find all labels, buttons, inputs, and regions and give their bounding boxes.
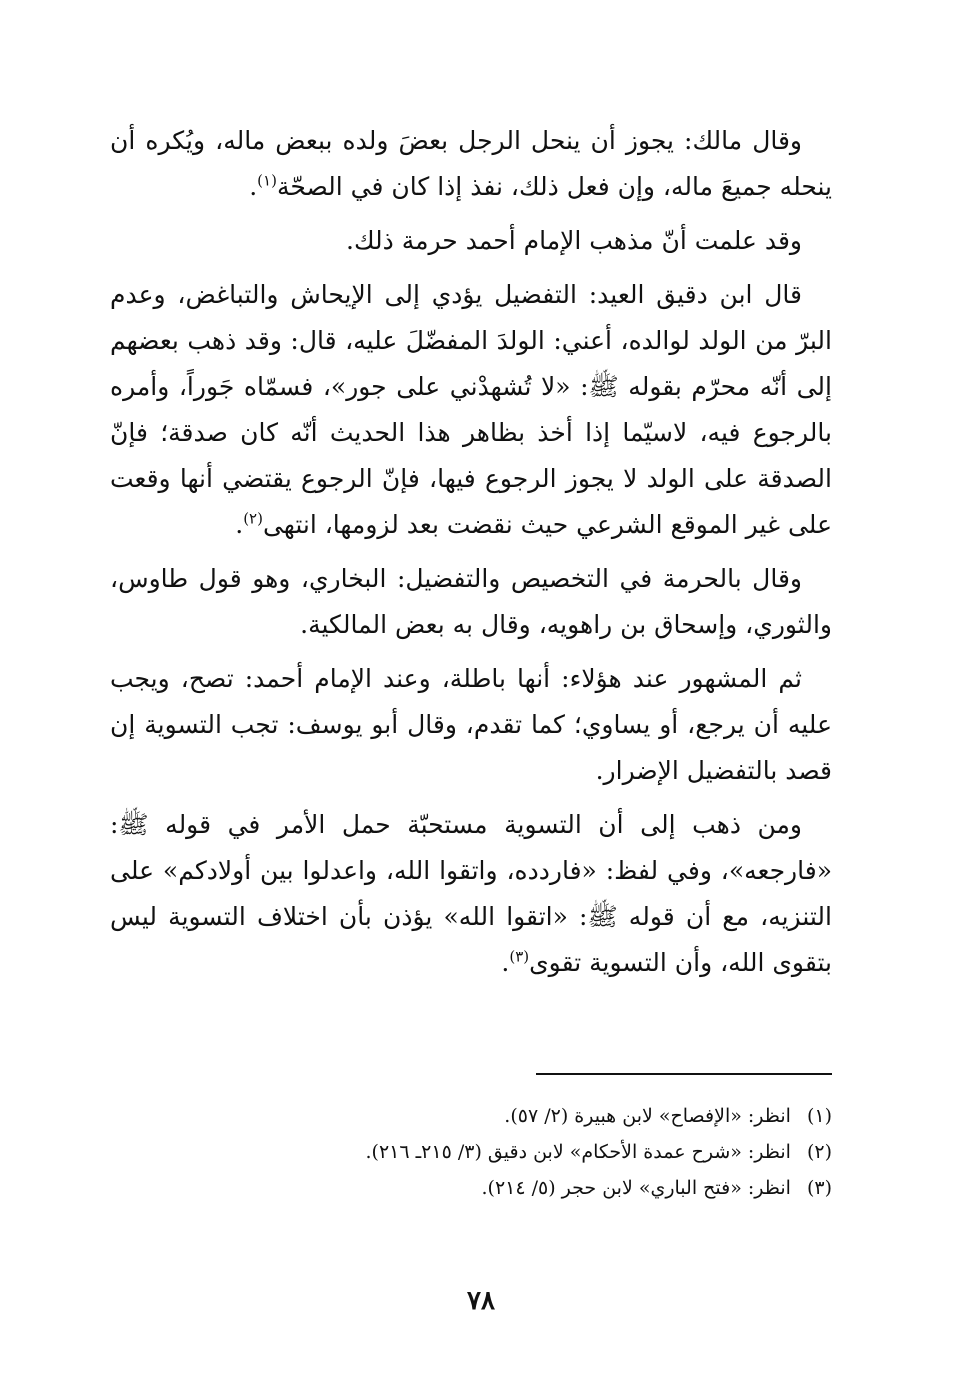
paragraph-tail: . bbox=[235, 510, 244, 539]
footnote-text: انظر: «شرح عمدة الأحكام» لابن دقيق (٣/ ٢١٥ـ ٢١٦). bbox=[365, 1141, 791, 1163]
paragraph-3 bbox=[110, 272, 832, 548]
paragraph-text: وقال بالحرمة في التخصيص والتفضيل: البخاري، وهو قول طاوس، والثوري، وإسحاق بن راهويه، وقال به بعض المالكية. bbox=[110, 564, 832, 639]
page-number: ٧٨ bbox=[467, 1286, 495, 1316]
paragraph-text: قال ابن دقيق العيد: التفضيل يؤدي إلى الإيحاش والتباغض، وعدم البرّ من الولد لوالده، أعني: الولدَ المفضّلَ عليه، قال: وقد ذهب بعضهم إلى أنّه محرّم بقوله ﷺ: «لا تُشهدْني على جور»، فسمّاه جَوراً، وأمره بالرجوع فيه، لاسيّما إذا أخذ بظاهر هذا الحديث أنّه كان صدقة؛ فإنّ الصدقة على الولد لا يجوز الرجوع فيها، فإنّ الرجوع يقتضي أنها وقعت على غير الموقع الشرعي حيث نقضت بعد لزومها، انتهى bbox=[110, 280, 832, 539]
footnote-ref[interactable]: (٢) bbox=[243, 509, 263, 528]
footnote-3 bbox=[152, 1170, 832, 1206]
paragraph-text: وقال مالك: يجوز أن ينحل الرجل بعضَ ولده ببعض ماله، ويُكره أن ينحله جميعَ ماله، وإن فعل ذلك، نفذ إذا كان في الصحّة bbox=[110, 126, 832, 201]
paragraph-1 bbox=[110, 118, 832, 210]
paragraph-5 bbox=[110, 656, 832, 794]
footnote-separator bbox=[536, 1073, 832, 1075]
paragraph-2 bbox=[110, 218, 832, 264]
footnote-ref[interactable]: (٣) bbox=[509, 947, 530, 966]
footnote-ref[interactable]: (١) bbox=[257, 171, 277, 190]
paragraph-6 bbox=[110, 802, 832, 986]
footnotes bbox=[152, 1098, 832, 1206]
footnote-2 bbox=[152, 1134, 832, 1170]
paragraph-4 bbox=[110, 556, 832, 648]
paragraph-text: ومن ذهب إلى أن التسوية مستحبّة حمل الأمر في قوله ﷺ: «فارجعه»، وفي لفظ: «فاردده، واتقوا الله، واعدلوا بين أولادكم» على التنزيه، مع أن قوله ﷺ: «اتقوا الله» يؤذن بأن اختلاف التسوية ليس بتقوى الله، وأن التسوية تقوى bbox=[110, 810, 832, 977]
footnote-text: انظر: «الإفصاح» لابن هبيرة (٢/ ٥٧). bbox=[504, 1105, 791, 1127]
footnote-number: (١) bbox=[806, 1105, 832, 1127]
footnote-1 bbox=[152, 1098, 832, 1134]
main-text bbox=[110, 118, 832, 994]
footnote-number: (٣) bbox=[806, 1177, 832, 1199]
paragraph-text: ثم المشهور عند هؤلاء: أنها باطلة، وعند الإمام أحمد: تصح، ويجب عليه أن يرجع، أو يساوي؛ كما تقدم، وقال أبو يوسف: تجب التسوية إن قصد بالتفضيل الإضرار. bbox=[110, 664, 832, 785]
footnote-number: (٢) bbox=[806, 1141, 832, 1163]
paragraph-text: وقد علمت أنّ مذهب الإمام أحمد حرمة ذلك. bbox=[346, 226, 802, 255]
footnote-text: انظر: «فتح الباري» لابن حجر (٥/ ٢١٤). bbox=[481, 1177, 791, 1199]
paragraph-tail: . bbox=[501, 948, 510, 977]
paragraph-tail: . bbox=[249, 172, 258, 201]
